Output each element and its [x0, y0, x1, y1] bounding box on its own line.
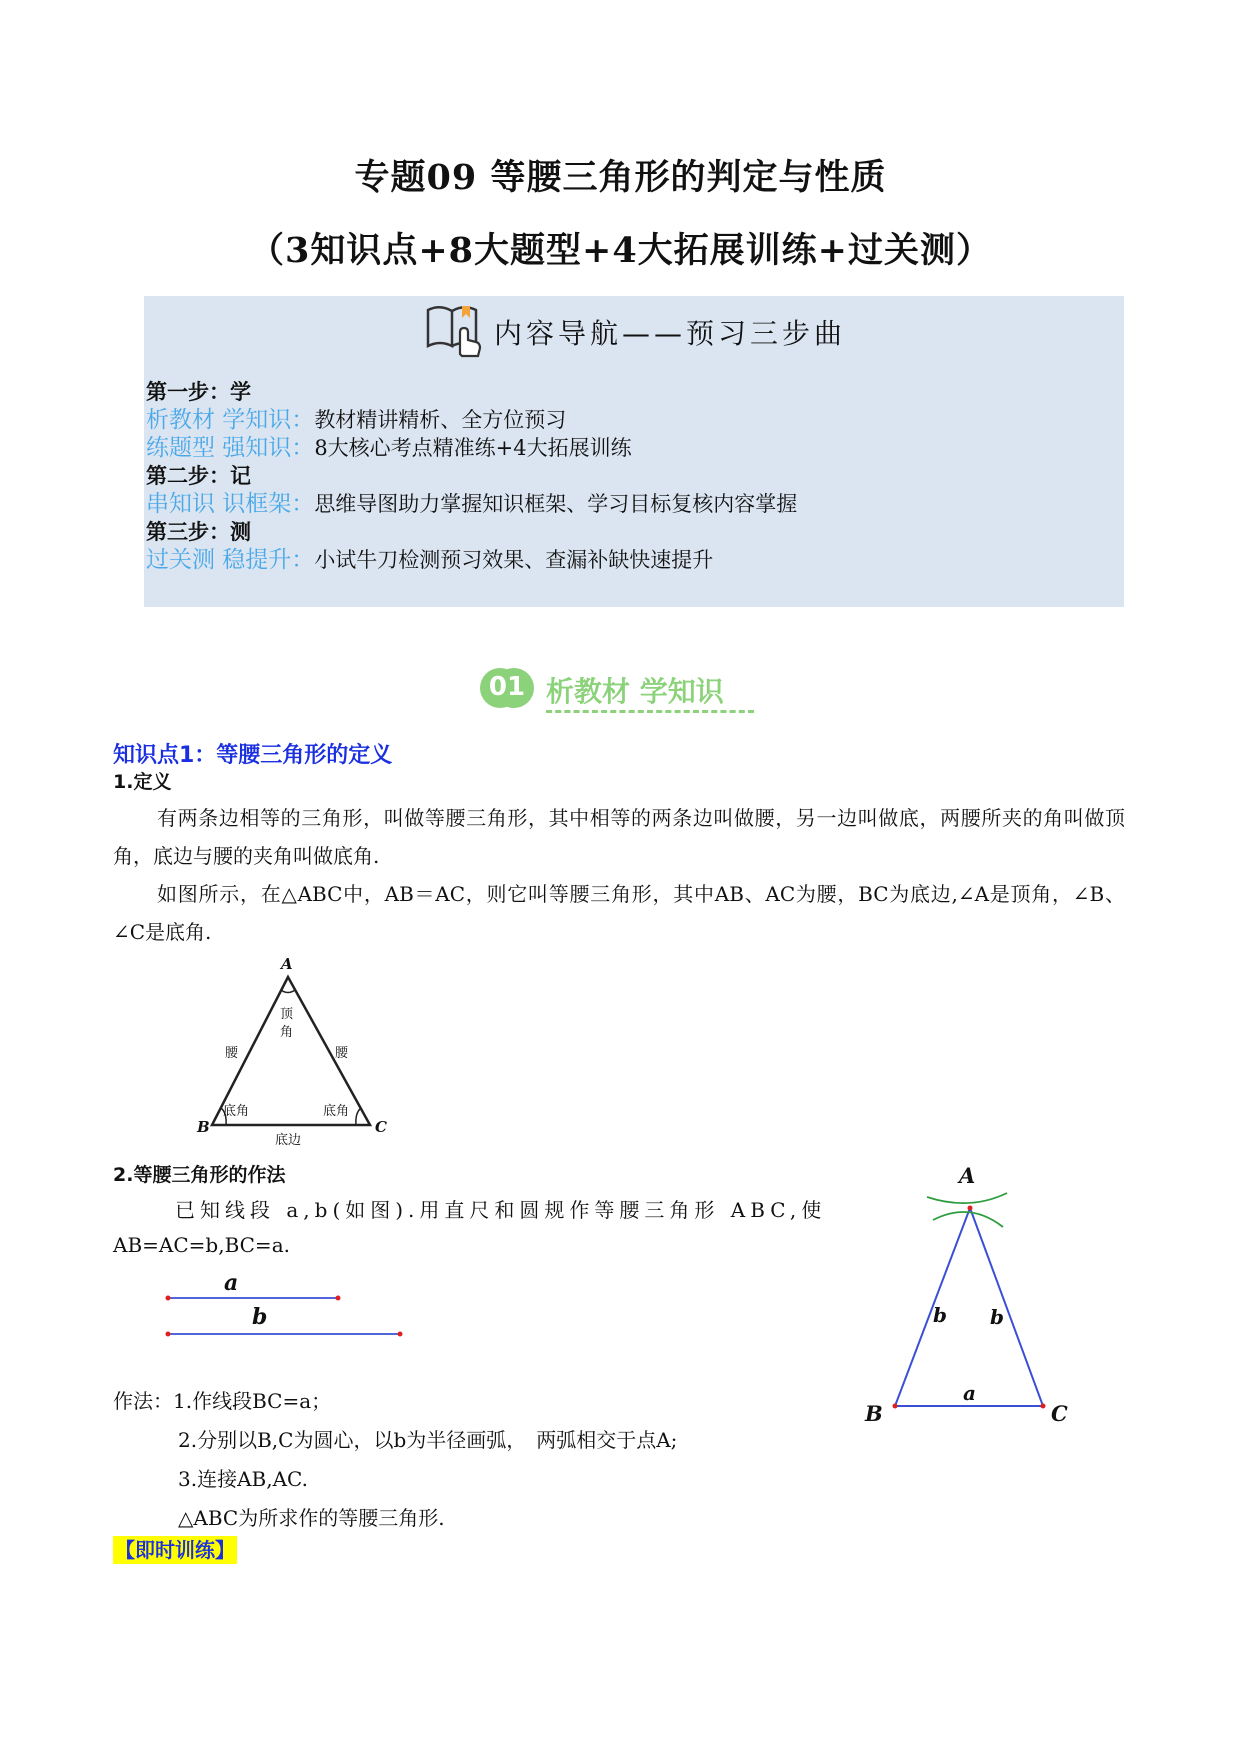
section-banner: [478, 660, 758, 720]
construction-conclusion: △ABC为所求作的等腰三角形.: [178, 1506, 445, 1530]
step1-heading: 第一步：学: [146, 380, 251, 404]
given-text-line1: 已知线段 a,b(如图).用直尺和圆规作等腰三角形 ABC,使: [175, 1198, 827, 1222]
knowledge-point-title: 知识点1：等腰三角形的定义: [113, 743, 393, 768]
vertex-a-label: A: [281, 955, 293, 973]
nav-title-row: [144, 308, 1124, 356]
vertex-c-label: C: [1051, 1401, 1068, 1426]
step3-heading: 第三步：测: [146, 520, 251, 544]
segments-figure: [160, 1270, 410, 1350]
step-tag: 串知识 识框架：: [146, 491, 315, 517]
vertex-b-label: B: [865, 1401, 883, 1426]
step3-item1: [146, 546, 713, 574]
construction-step3: 3.连接AB,AC.: [178, 1467, 308, 1491]
given-text-line2: AB=AC=b,BC=a.: [113, 1233, 290, 1257]
apex-angle-label-2: 角: [280, 1025, 294, 1040]
isosceles-diagram: [195, 955, 395, 1150]
base-a-label: a: [963, 1381, 976, 1405]
step2-item1: [146, 490, 797, 518]
construction-heading: 2.等腰三角形的作法: [113, 1164, 286, 1186]
segment-a-label: a: [224, 1270, 239, 1296]
segment-b-label: b: [252, 1304, 268, 1330]
construction-step1: 作法：1.作线段BC=a；: [113, 1389, 332, 1413]
step-tag: 练题型 强知识：: [146, 435, 315, 461]
step-text: 教材精讲精析、全方位预习: [314, 408, 567, 432]
leg-right-label: 腰: [335, 1046, 349, 1061]
side-b-left-label: b: [933, 1303, 947, 1327]
page-title: 专题09 等腰三角形的判定与性质: [354, 157, 887, 198]
content-navigation-box: [144, 296, 1124, 607]
step-text: 思维导图助力掌握知识框架、学习目标复核内容掌握: [314, 492, 798, 516]
apex-angle-label-1: 顶: [280, 1007, 294, 1022]
definition-heading: 1.定义: [113, 771, 172, 793]
side-b-right-label: b: [990, 1305, 1004, 1329]
step-tag: 析教材 学知识：: [146, 407, 315, 433]
book-hand-icon: [422, 302, 488, 362]
leg-left-label: 腰: [225, 1046, 239, 1061]
step-tag: 过关测 稳提升：: [146, 547, 315, 573]
step-text: 8大核心考点精准练+4大拓展训练: [314, 436, 632, 460]
step-text: 小试牛刀检测预习效果、查漏补缺快速提升: [314, 548, 714, 572]
base-angle-left-label: 底角: [223, 1104, 250, 1119]
construction-step2: 2.分别以B,C为圆心，以b为半径画弧， 两弧相交于点A;: [178, 1428, 678, 1452]
construction-diagram: [855, 1163, 1085, 1433]
step1-item1: [146, 406, 566, 434]
vertex-b-label: B: [197, 1118, 210, 1136]
nav-title: 内容导航——预习三步曲: [493, 317, 846, 350]
page-subtitle: （3知识点+8大题型+4大拓展训练+过关测）: [248, 230, 993, 271]
vertex-a-label: A: [959, 1163, 976, 1188]
example-paragraph: 如图所示，在△ABC中，AB＝AC，则它叫等腰三角形，其中AB、AC为腰，BC为底边,∠A是顶角，∠B、∠C是底角.: [113, 882, 1125, 944]
banner-underline: [546, 710, 754, 713]
banner-text: 析教材 学知识: [546, 675, 724, 708]
instant-training-tag: 【即时训练】: [115, 1538, 235, 1562]
step1-item2: [146, 434, 632, 462]
vertex-c-label: C: [375, 1118, 387, 1136]
banner-number: 01: [488, 672, 526, 702]
definition-paragraph: 有两条边相等的三角形，叫做等腰三角形，其中相等的两条边叫做腰，另一边叫做底，两腰所夹的角叫做顶角，底边与腰的夹角叫做底角.: [113, 806, 1125, 868]
base-label: 底边: [275, 1133, 302, 1148]
base-angle-right-label: 底角: [323, 1104, 350, 1119]
step2-heading: 第二步：记: [146, 464, 251, 488]
